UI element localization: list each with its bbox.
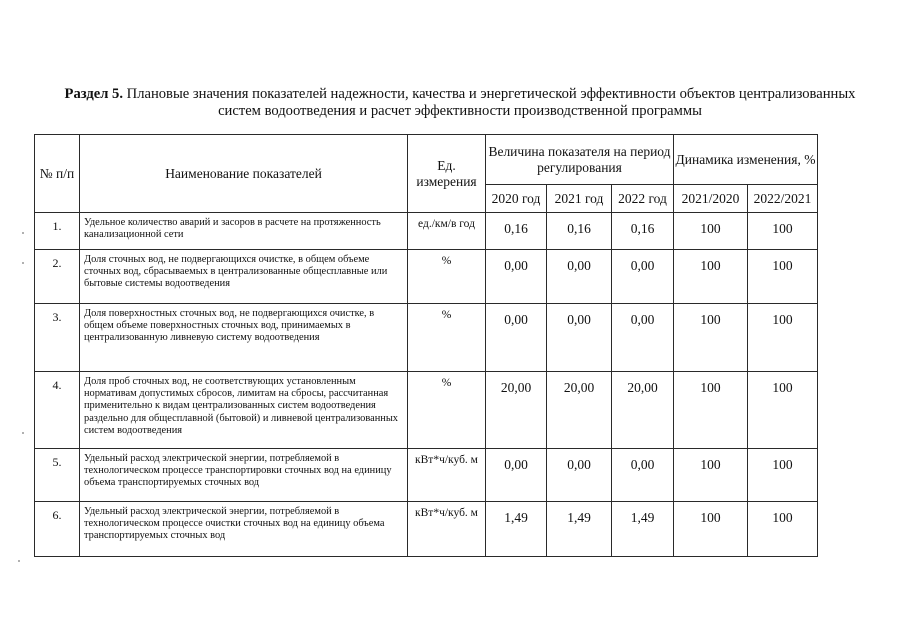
header-num: № п/п bbox=[35, 135, 80, 213]
row-value-2020: 20,00 bbox=[486, 372, 547, 449]
scan-speck bbox=[18, 560, 20, 562]
table-row bbox=[35, 449, 818, 502]
header-dynamics-2021-2020: 2021/2020 bbox=[674, 185, 748, 213]
row-unit: кВт*ч/куб. м bbox=[408, 449, 486, 502]
table-row bbox=[35, 250, 818, 304]
row-name: Доля сточных вод, не подвергающихся очистке, в общем объеме сточных вод, сбрасываемых в централизованные общесплавные или бытовые системы водоотведения bbox=[80, 250, 408, 304]
row-value-2022: 0,00 bbox=[612, 250, 674, 304]
row-value-2022: 20,00 bbox=[612, 372, 674, 449]
row-value-2022: 0,00 bbox=[612, 449, 674, 502]
row-value-2021: 0,16 bbox=[547, 213, 612, 250]
row-name: Удельный расход электрической энергии, потребляемой в технологическом процессе транспортировки сточных вод на единицу объема транспортируемых сточных вод bbox=[80, 449, 408, 502]
table-row bbox=[35, 213, 818, 250]
row-dynamics-2021-2020: 100 bbox=[674, 213, 748, 250]
header-year-2020: 2020 год bbox=[486, 185, 547, 213]
row-dynamics-2022-2021: 100 bbox=[748, 250, 818, 304]
row-unit: % bbox=[408, 250, 486, 304]
row-dynamics-2021-2020: 100 bbox=[674, 372, 748, 449]
row-dynamics-2022-2021: 100 bbox=[748, 304, 818, 372]
section-title-text: Плановые значения показателей надежности, качества и энергетической эффективности объектов централизованных систем водоотведения и расчет эффективности производственной программы bbox=[123, 86, 856, 119]
row-unit: ед./км/в год bbox=[408, 213, 486, 250]
row-num: 3. bbox=[35, 304, 80, 372]
row-value-2020: 0,00 bbox=[486, 449, 547, 502]
row-num: 6. bbox=[35, 502, 80, 557]
header-period-group: Величина показателя на период регулирования bbox=[486, 135, 674, 185]
row-dynamics-2022-2021: 100 bbox=[748, 213, 818, 250]
table-row bbox=[35, 502, 818, 557]
row-num: 4. bbox=[35, 372, 80, 449]
row-value-2020: 1,49 bbox=[486, 502, 547, 557]
row-dynamics-2022-2021: 100 bbox=[748, 502, 818, 557]
row-unit: % bbox=[408, 304, 486, 372]
table-row bbox=[35, 304, 818, 372]
header-unit: Ед. измерения bbox=[408, 135, 486, 213]
row-num: 1. bbox=[35, 213, 80, 250]
row-dynamics-2021-2020: 100 bbox=[674, 502, 748, 557]
row-value-2022: 0,00 bbox=[612, 304, 674, 372]
row-dynamics-2021-2020: 100 bbox=[674, 449, 748, 502]
row-value-2020: 0,00 bbox=[486, 250, 547, 304]
scan-speck bbox=[22, 232, 24, 234]
row-dynamics-2022-2021: 100 bbox=[748, 449, 818, 502]
row-unit: % bbox=[408, 372, 486, 449]
row-value-2022: 1,49 bbox=[612, 502, 674, 557]
row-num: 5. bbox=[35, 449, 80, 502]
row-value-2021: 0,00 bbox=[547, 250, 612, 304]
row-value-2020: 0,00 bbox=[486, 304, 547, 372]
row-name: Доля поверхностных сточных вод, не подвергающихся очистке, в общем объеме поверхностных сточных вод, принимаемых в централизованную ливневую систему водоотведения bbox=[80, 304, 408, 372]
scan-speck bbox=[22, 432, 24, 434]
row-name: Удельный расход электрической энергии, потребляемой в технологическом процессе очистки сточных вод на единицу объема транспортируемых сточных вод bbox=[80, 502, 408, 557]
header-dynamics-group: Динамика изменения, % bbox=[674, 135, 818, 185]
header-dynamics-2022-2021: 2022/2021 bbox=[748, 185, 818, 213]
header-year-2021: 2021 год bbox=[547, 185, 612, 213]
row-dynamics-2021-2020: 100 bbox=[674, 250, 748, 304]
row-dynamics-2022-2021: 100 bbox=[748, 372, 818, 449]
section-label: Раздел 5. bbox=[64, 86, 123, 102]
indicators-table bbox=[34, 134, 818, 557]
row-value-2020: 0,16 bbox=[486, 213, 547, 250]
section-title bbox=[60, 86, 860, 120]
row-unit: кВт*ч/куб. м bbox=[408, 502, 486, 557]
table-row bbox=[35, 372, 818, 449]
header-year-2022: 2022 год bbox=[612, 185, 674, 213]
row-num: 2. bbox=[35, 250, 80, 304]
row-value-2021: 0,00 bbox=[547, 449, 612, 502]
row-name: Удельное количество аварий и засоров в расчете на протяженность канализационной сети bbox=[80, 213, 408, 250]
row-name: Доля проб сточных вод, не соответствующих установленным нормативам допустимых сбросов, лимитам на сбросы, рассчитанная применительно к видам централизованных систем водоотведения раздельно для общесплавной (бытовой) и ливневой централизованных систем водоотведения bbox=[80, 372, 408, 449]
row-dynamics-2021-2020: 100 bbox=[674, 304, 748, 372]
scan-speck bbox=[22, 262, 24, 264]
row-value-2021: 20,00 bbox=[547, 372, 612, 449]
row-value-2021: 0,00 bbox=[547, 304, 612, 372]
header-name: Наименование показателей bbox=[80, 135, 408, 213]
row-value-2022: 0,16 bbox=[612, 213, 674, 250]
row-value-2021: 1,49 bbox=[547, 502, 612, 557]
